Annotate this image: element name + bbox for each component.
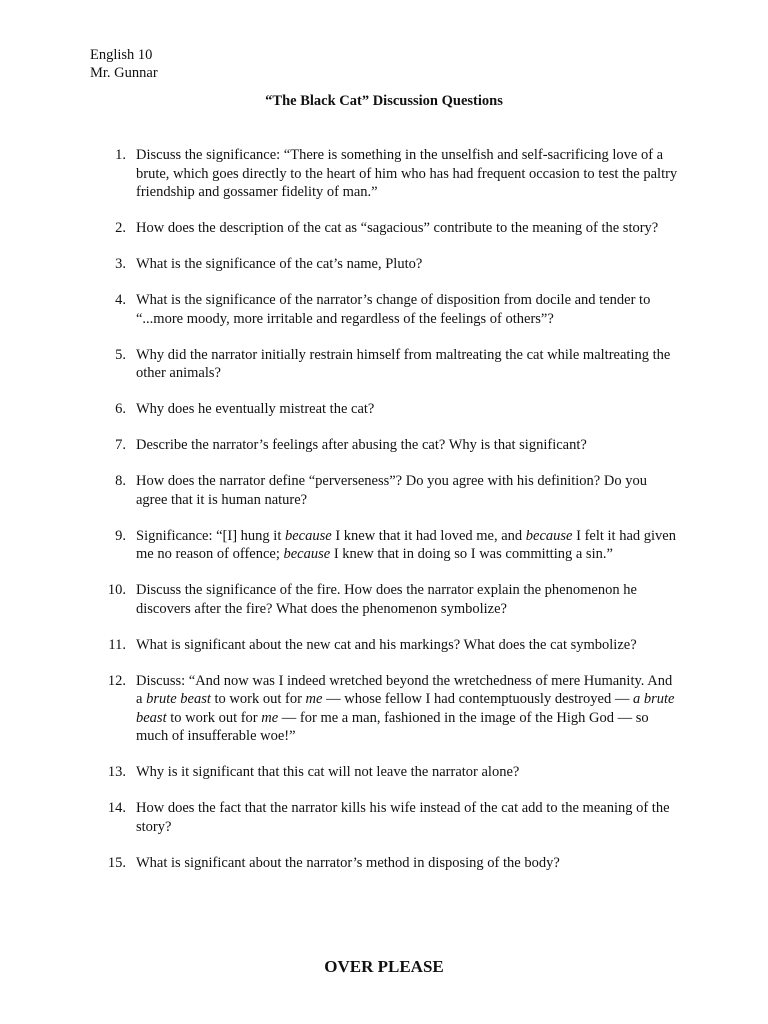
question-number: 15. <box>107 854 126 871</box>
question-text <box>136 147 677 200</box>
question-text <box>136 473 647 508</box>
question-number: 8. <box>115 473 126 489</box>
question-number: 2. <box>115 220 126 236</box>
question-item <box>100 854 680 873</box>
italic-emphasis: a brute beast <box>136 691 675 726</box>
question-text <box>136 582 637 617</box>
question-text <box>136 437 587 453</box>
text-run: Describe the narrator’s feelings after abusing the cat? Why is that significant? <box>136 437 587 453</box>
question-number: 14. <box>107 800 126 816</box>
text-run: What is significant about the narrator’s method in disposing of the body? <box>136 854 560 871</box>
question-item <box>100 346 680 383</box>
text-run: — whose fellow I had contemptuously destroyed — <box>322 691 633 707</box>
question-item <box>100 527 680 564</box>
text-run: I knew that in doing so I was committing a sin.” <box>330 546 613 562</box>
question-text <box>136 855 560 871</box>
over-please-footer: OVER PLEASE <box>324 957 444 976</box>
question-text <box>136 764 519 780</box>
italic-emphasis: me <box>305 691 323 707</box>
text-run: What is significant about the new cat and his markings? What does the cat symbolize? <box>136 636 637 653</box>
question-number: 5. <box>115 346 126 363</box>
question-text <box>136 256 422 272</box>
text-run: Why does he eventually mistreat the cat? <box>136 401 375 417</box>
text-run: to work out for <box>166 709 262 726</box>
question-item <box>100 636 680 655</box>
text-run: I felt it had given me no reason of offence; <box>136 527 676 562</box>
italic-emphasis: because <box>525 527 573 544</box>
question-text <box>136 528 676 563</box>
question-number: 11. <box>108 636 126 653</box>
question-number: 9. <box>115 527 126 544</box>
question-text <box>136 401 374 417</box>
question-item <box>100 291 680 328</box>
question-number: 6. <box>115 401 126 417</box>
question-text <box>136 637 637 653</box>
text-run: How does the fact that the narrator kills his wife instead of the cat add to the meaning of the story? <box>136 800 670 835</box>
question-number: 1. <box>115 147 126 163</box>
text-run: Why did the narrator initially restrain himself from maltreating the cat while maltreating the other animals? <box>136 346 671 381</box>
question-item <box>100 763 680 782</box>
italic-emphasis: brute beast <box>146 691 211 707</box>
question-list <box>100 146 680 890</box>
question-text <box>136 347 670 382</box>
text-run: Why is it significant that this cat will not leave the narrator alone? <box>136 764 520 780</box>
question-text <box>136 292 650 327</box>
question-text <box>136 673 674 745</box>
italic-emphasis: me <box>261 709 279 726</box>
question-text <box>136 220 658 236</box>
question-number: 13. <box>107 764 126 780</box>
question-number: 10. <box>107 582 126 598</box>
text-run: What is the significance of the cat’s name, Pluto? <box>136 256 423 272</box>
course-name: English 10 <box>90 47 153 63</box>
question-item <box>100 472 680 509</box>
text-run: What is the significance of the narrator’s change of disposition from docile and tender to “...more moody, more irritable and regardless of the feelings of others”? <box>136 292 651 327</box>
question-number: 3. <box>115 256 126 272</box>
text-run: How does the description of the cat as “sagacious” contribute to the meaning of the story? <box>136 220 659 236</box>
question-number: 4. <box>115 292 126 308</box>
question-item <box>100 219 680 238</box>
text-run: Significance: “[I] hung it <box>136 527 285 544</box>
question-item <box>100 799 680 836</box>
text-run: — for me a man, fashioned in the image of the High God — so much of insufferable woe!” <box>136 709 649 744</box>
question-item <box>100 581 680 618</box>
question-text <box>136 800 670 835</box>
text-run: I knew that it had loved me, and <box>331 527 526 544</box>
question-item <box>100 255 680 274</box>
text-run: Discuss the significance: “There is something in the unselfish and self-sacrificing love of a brute, which goes directly to the heart of him who has had frequent occasion to test the paltry friendship and gossamer fidelity of man.” <box>136 147 678 200</box>
question-item <box>100 436 680 455</box>
document-header <box>90 46 158 82</box>
question-number: 12. <box>107 672 126 689</box>
page-title: “The Black Cat” Discussion Questions <box>265 93 503 109</box>
teacher-name: Mr. Gunnar <box>90 65 158 81</box>
italic-emphasis: because <box>284 527 332 544</box>
text-run: to work out for <box>210 691 306 707</box>
question-item <box>100 146 680 202</box>
question-item <box>100 672 680 746</box>
italic-emphasis: because <box>283 546 331 562</box>
text-run: How does the narrator define “perverseness”? Do you agree with his definition? Do you agree that it is human nature? <box>136 473 647 508</box>
question-item <box>100 400 680 419</box>
text-run: Discuss: “And now was I indeed wretched beyond the wretchedness of mere Humanity. And a <box>136 672 673 707</box>
text-run: Discuss the significance of the fire. How does the narrator explain the phenomenon he discovers after the fire? What does the phenomenon symbolize? <box>136 582 637 617</box>
question-number: 7. <box>115 437 126 453</box>
